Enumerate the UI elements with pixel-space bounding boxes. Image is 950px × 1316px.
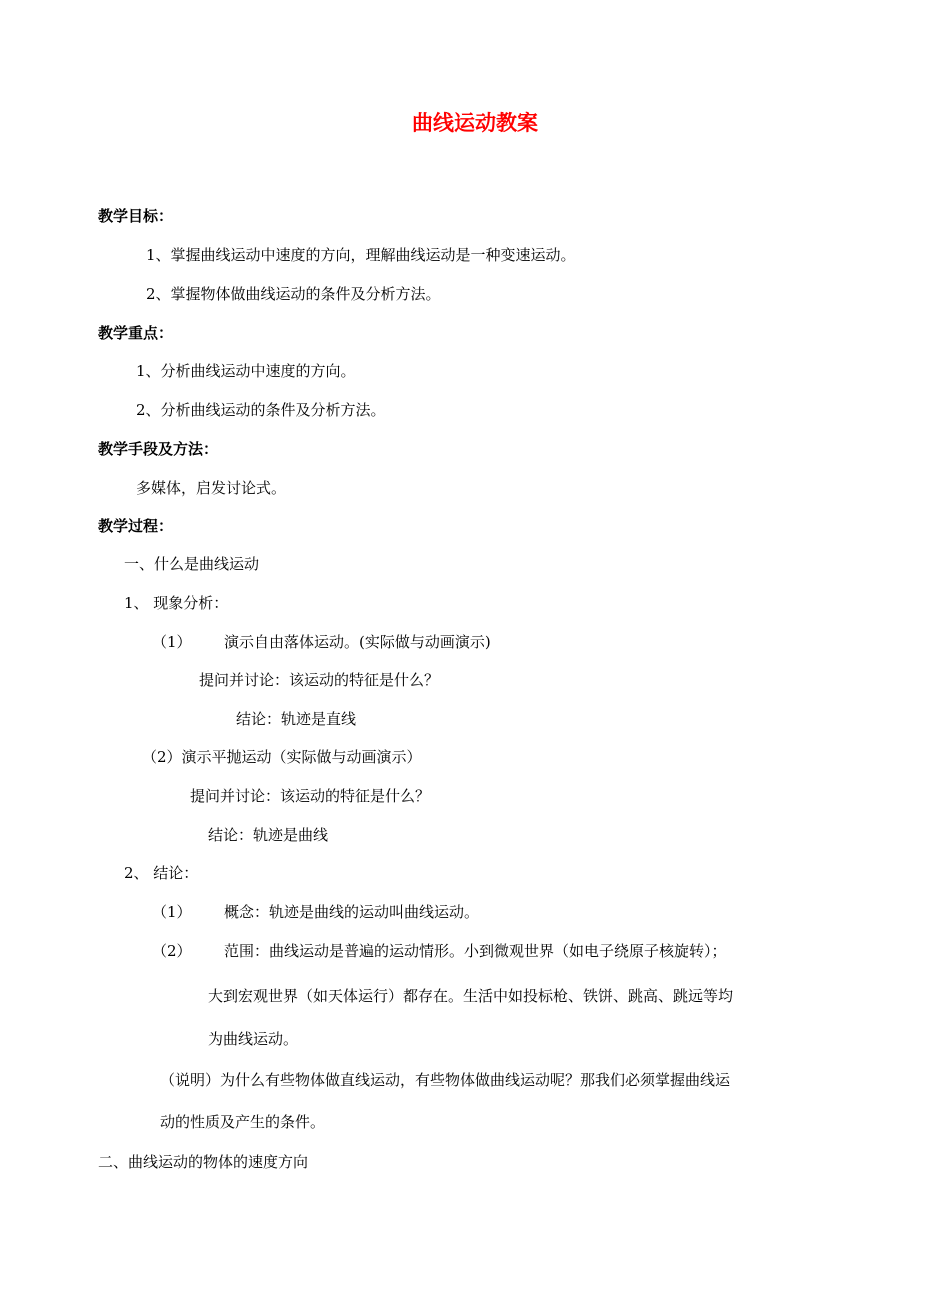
demo2-question: 提问并讨论：该运动的特征是什么？	[190, 787, 431, 805]
key-point-item-2: 2、分析曲线运动的条件及分析方法。	[136, 401, 386, 419]
demo2-conclusion: 结论：轨迹是曲线	[208, 826, 329, 844]
part1-sub2-title: 2、 结论：	[124, 864, 199, 882]
part1-title: 一、什么是曲线运动	[124, 555, 260, 573]
demo1-line	[152, 632, 491, 652]
note-line2: 动的性质及产生的条件。	[160, 1113, 326, 1131]
part2-title: 二、曲线运动的物体的速度方向	[98, 1153, 309, 1171]
demo2-text: （2）演示平抛运动（实际做与动画演示）	[142, 748, 422, 766]
conclusion2-line	[152, 941, 727, 961]
objective-item-1: 1、掌握曲线运动中速度的方向，理解曲线运动是一种变速运动。	[146, 246, 576, 264]
demo1-text: 演示自由落体运动。(实际做与动画演示)	[224, 633, 491, 651]
demo1-number: （1）	[152, 633, 192, 651]
note-line1: （说明）为什么有些物体做直线运动，有些物体做曲线运动呢？那我们必须掌握曲线运	[160, 1071, 731, 1089]
key-point-item-1: 1、分析曲线运动中速度的方向。	[136, 362, 356, 380]
demo1-conclusion: 结论：轨迹是直线	[236, 710, 357, 728]
methods-heading: 教学手段及方法：	[98, 440, 219, 458]
objective-item-2: 2、掌握物体做曲线运动的条件及分析方法。	[146, 285, 441, 303]
demo1-question: 提问并讨论：该运动的特征是什么？	[199, 671, 440, 689]
conclusion2-text-line1: 范围：曲线运动是普遍的运动情形。小到微观世界（如电子绕原子核旋转）；	[224, 942, 727, 960]
document-title: 曲线运动教案	[412, 111, 538, 135]
conclusion2-text-line3: 为曲线运动。	[208, 1030, 299, 1048]
key-points-heading: 教学重点：	[98, 324, 174, 342]
methods-text: 多媒体，启发讨论式。	[136, 479, 287, 497]
objectives-heading: 教学目标：	[98, 207, 174, 225]
conclusion2-text-line2: 大到宏观世界（如天体运行）都存在。生活中如投标枪、铁饼、跳高、跳远等均	[208, 987, 734, 1005]
part1-sub1-title: 1、 现象分析：	[124, 594, 229, 612]
conclusion1-number: （1）	[152, 903, 192, 921]
conclusion1-line	[152, 902, 479, 922]
conclusion2-number: （2）	[152, 942, 192, 960]
conclusion1-text: 概念：轨迹是曲线的运动叫曲线运动。	[224, 903, 480, 921]
process-heading: 教学过程：	[98, 517, 174, 535]
